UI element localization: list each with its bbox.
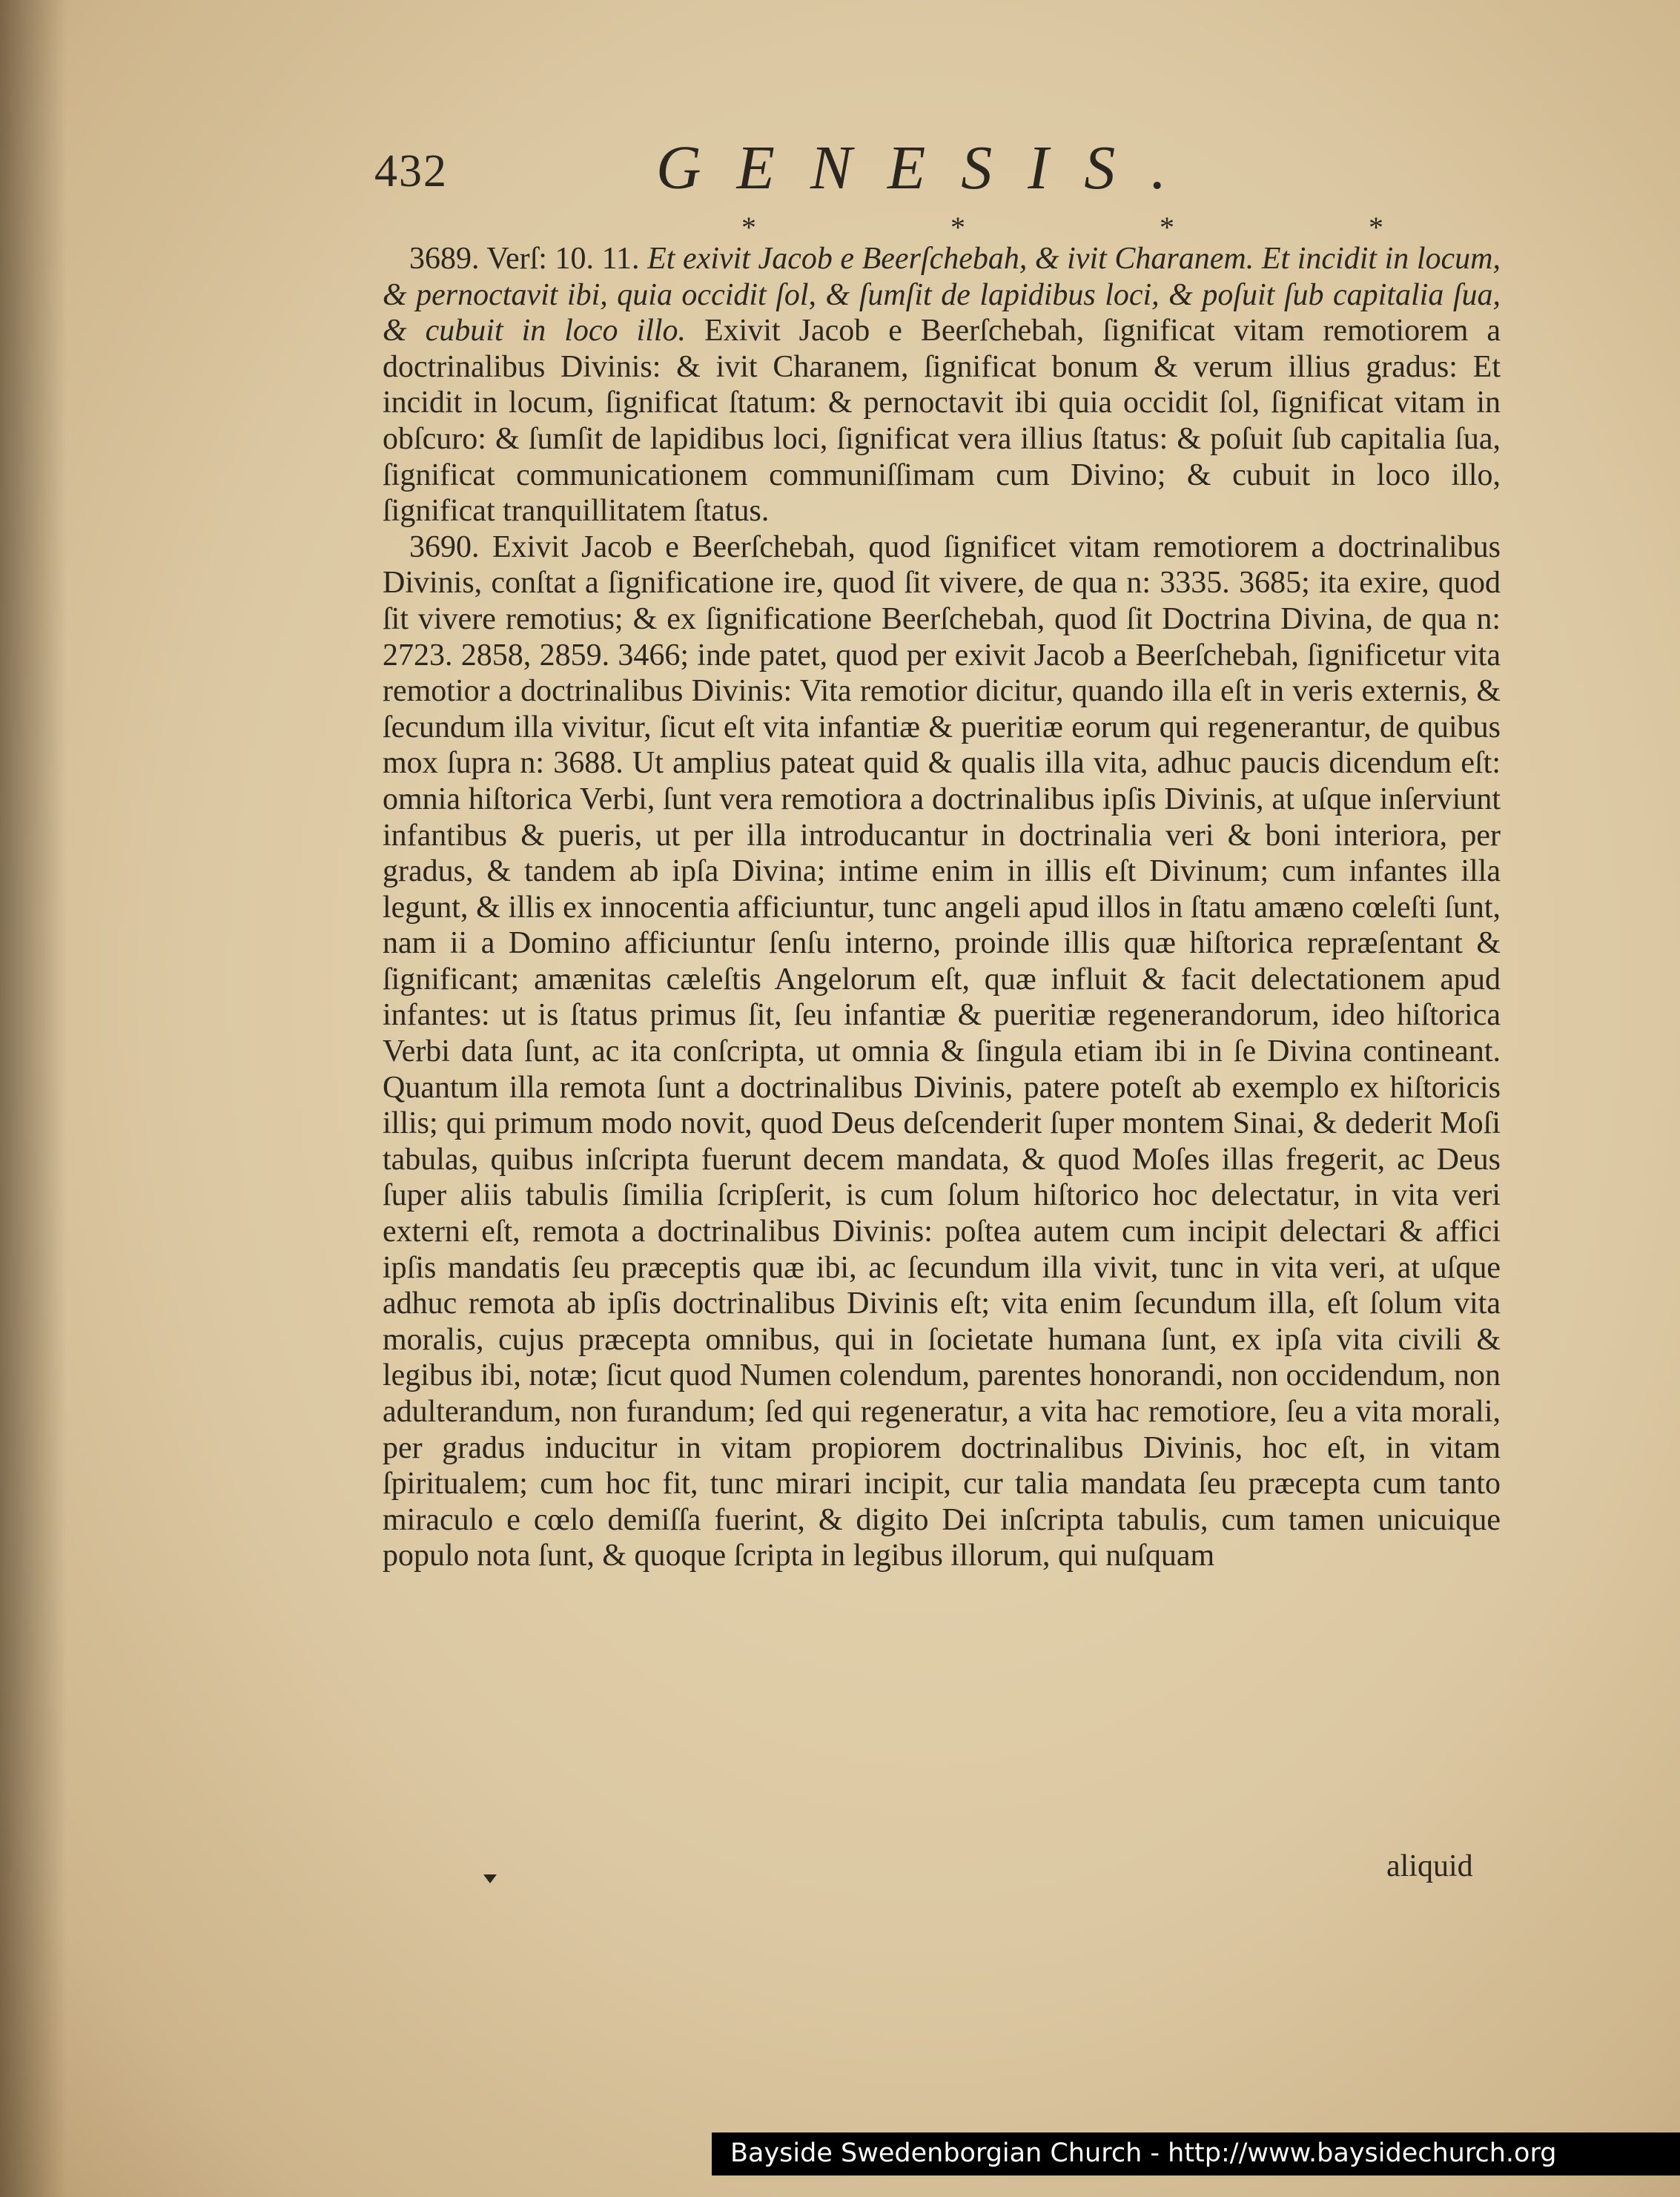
page-number: 432 <box>374 146 448 196</box>
section-ornament: * * * * <box>741 211 1477 244</box>
paragraph-3689-quotation: Et exivit Jacob e Beerſchebah, & ivit Charanem. Et incidit in locum, & pernoctavit ibi, quia occidit ſol, & ſumſit de lapidibus loci, & poſuit ſub capitalia ſua, & cubuit in loco illo. <box>383 242 1501 348</box>
body-text <box>383 241 1501 1574</box>
binding-shadow <box>0 0 67 2197</box>
paragraph-3689 <box>383 241 1501 529</box>
signature-mark <box>483 1874 497 1883</box>
paragraph-3689-text: Exivit Jacob e Beerſchebah, ſignificat vitam remotiorem a doctrinalibus Divinis: & ivit Charanem, ſignificat bonum & verum illius gradus: Et incidit in locum, ſignificat ſtatum: & pernoctavit ibi quia occidit ſol, ſignificat vitam in obſcuro: & ſumſit de lapidibus loci, ſignificat vera illius ſtatus: & poſuit ſub capitalia ſua, ſignificat communicationem communiſſimam cum Divino; & cubuit in loco illo, ſignificat tranquillitatem ſtatus. <box>383 314 1501 529</box>
watermark-credit: Bayside Swedenborgian Church - http://www.baysidechurch.org <box>730 2138 1557 2168</box>
running-head: GENESIS. <box>656 133 1203 202</box>
paragraph-3689-lead: 3689. Verſ: 10. 11. <box>409 242 648 276</box>
paragraph-3690: 3690. Exivit Jacob e Beerſchebah, quod ſignificet vitam remotiorem a doctrinalibus Divinis, conſtat a ſignificatione ire, quod ſit vivere, de qua n: 3335. 3685; ita exire, quod ſit vivere remotius; & ex ſignificatione Beerſchebah, quod ſit Doctrina Divina, de qua n: 2723. 2858, 2859. 3466; inde patet, quod per exivit Jacob a Beerſchebah, ſignificetur vita remotior a doctrinalibus Divinis: Vita remotior dicitur, quando illa eſt in veris externis, & ſecundum illa vivitur, ſicut eſt vita infantiæ & pueritiæ eorum qui regenerantur, de quibus mox ſupra n: 3688. Ut amplius pateat quid & qualis illa vita, adhuc paucis dicendum eſt: omnia hiſtorica Verbi, ſunt vera remotiora a doctrinalibus ipſis Divinis, at uſque inſerviunt infantibus & pueris, ut per illa introducantur in doctrinalia veri & boni interiora, per gradus, & tandem ab ipſa Divina; intime enim in illis eſt Divinum; cum infantes illa legunt, & illis ex innocentia afficiuntur, tunc angeli apud illos in ſtatu amæno cœleſti ſunt, nam ii a Domino afficiuntur ſenſu interno, proinde illis quæ hiſtorica repræſentant & ſignificant; amænitas cæleſtis Angelorum eſt, quæ influit & facit delectationem apud infantes: ut is ſtatus primus ſit, ſeu infantiæ & pueritiæ regenerandorum, ideo hiſtorica Verbi data ſunt, ac ita conſcripta, ut omnia & ſingula etiam ibi in ſe Divina contineant. Quantum illa remota ſunt a doctrinalibus Divinis, patere poteſt ab exemplo ex hiſtoricis illis; qui primum modo novit, quod Deus deſcenderit ſuper montem Sinai, & dederit Moſi tabulas, quibus inſcripta fuerunt decem mandata, & quod Moſes illas fregerit, ac Deus ſuper aliis tabulis ſimilia ſcripſerit, is cum ſolum hiſtorico hoc delectatur, in vita veri externi eſt, remota a doctrinalibus Divinis: poſtea autem cum incipit delectari & affici ipſis mandatis ſeu præceptis quæ ibi, ac ſecundum illa vivit, tunc in vita veri, at uſque adhuc remota ab ipſis doctrinalibus Divinis eſt; vita enim ſecundum illa, eſt ſolum vita moralis, cujus præcepta omnibus, qui in ſocietate humana ſunt, ex ipſa vita civili & legibus ibi, notæ; ſicut quod Numen colendum, parentes honorandi, non occidendum, non adulterandum, non furandum; ſed qui regeneratur, a vita hac remotiore, ſeu a vita morali, per gradus inducitur in vitam propiorem doctrinalibus Divinis, hoc eſt, in vitam ſpiritualem; cum hoc fit, tunc mirari incipit, cur talia mandata ſeu præcepta cum tanto miraculo e cœlo demiſſa fuerint, & digito Dei inſcripta tabulis, cum tamen unicuique populo nota ſunt, & quoque ſcripta in legibus illorum, qui nuſquam <box>383 529 1501 1573</box>
catchword: aliquid <box>1386 1849 1473 1883</box>
